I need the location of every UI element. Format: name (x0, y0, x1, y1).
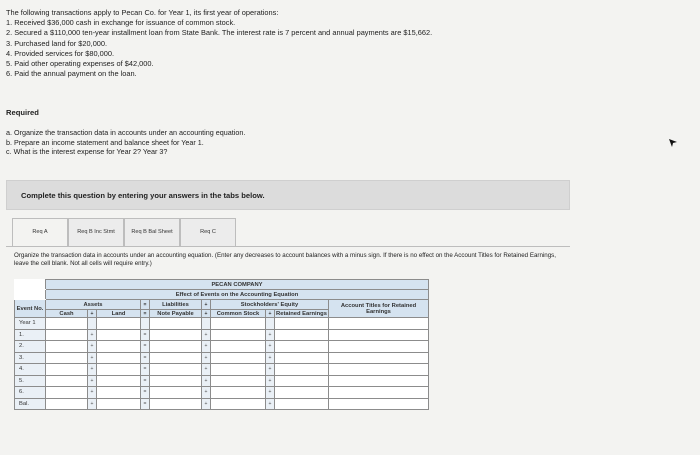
retained-earnings-input[interactable] (275, 375, 329, 387)
tab-divider (6, 246, 570, 247)
note-payable-header: Note Payable (150, 310, 202, 318)
transaction-item: 2. Secured a $110,000 ten-year installment loan from State Bank. The interest rate is 7 percent and annual payments are $15,662. (6, 28, 433, 38)
account-title-input[interactable] (329, 387, 429, 399)
cash-input[interactable] (46, 341, 88, 353)
note-payable-input[interactable] (150, 364, 202, 376)
task-list (6, 128, 245, 157)
row-label: 2. (15, 341, 46, 353)
tab-req-a[interactable]: Req A (12, 218, 68, 246)
common-stock-input[interactable] (211, 375, 266, 387)
task-item: c. What is the interest expense for Year 2? Year 3? (6, 147, 168, 157)
table-row: 6. + = + + (15, 387, 429, 399)
table-subtitle: Effect of Events on the Accounting Equation (46, 290, 429, 300)
account-titles-header: Account Titles for Retained Earnings (329, 300, 429, 318)
assets-header: Assets (46, 300, 141, 310)
retained-earnings-input[interactable] (275, 329, 329, 341)
common-stock-header: Common Stock (211, 310, 266, 318)
land-input[interactable] (97, 364, 141, 376)
table-row: 2. + = + + (15, 341, 429, 353)
transaction-item: 4. Provided services for $80,000. (6, 48, 115, 58)
note-payable-input[interactable] (150, 375, 202, 387)
equity-header: Stockholders' Equity (211, 300, 329, 310)
land-input[interactable] (97, 329, 141, 341)
retained-earnings-input[interactable] (275, 398, 329, 410)
cash-input[interactable] (46, 364, 88, 376)
table-row: 4. + = + + (15, 364, 429, 376)
common-stock-input[interactable] (211, 364, 266, 376)
row-label: 5. (15, 375, 46, 387)
land-input[interactable] (97, 375, 141, 387)
common-stock-input[interactable] (211, 341, 266, 353)
note-payable-input[interactable] (150, 341, 202, 353)
cash-input[interactable] (46, 387, 88, 399)
task-item: b. Prepare an income statement and balance sheet for Year 1. (6, 137, 204, 147)
mouse-cursor-icon (668, 138, 678, 148)
tab-req-b-inc-stmt[interactable]: Req B Inc Stmt (68, 218, 124, 246)
common-stock-input[interactable] (211, 352, 266, 364)
common-stock-input[interactable] (211, 387, 266, 399)
retained-earnings-header: Retained Earnings (276, 310, 327, 317)
retained-earnings-input[interactable] (275, 364, 329, 376)
land-input[interactable] (97, 387, 141, 399)
account-title-input[interactable] (329, 329, 429, 341)
company-name: PECAN COMPANY (46, 280, 429, 290)
cash-header: Cash (46, 310, 88, 318)
row-label: 3. (15, 352, 46, 364)
cash-input[interactable] (46, 398, 88, 410)
cash-input[interactable] (46, 329, 88, 341)
event-no-header: Event No. (15, 300, 46, 318)
row-label: 6. (15, 387, 46, 399)
required-heading: Required (6, 108, 39, 117)
land-input[interactable] (97, 352, 141, 364)
transaction-item: 5. Paid other operating expenses of $42,000. (6, 59, 154, 69)
transaction-item: 6. Paid the annual payment on the loan. (6, 69, 137, 79)
retained-earnings-input[interactable] (275, 387, 329, 399)
note-payable-input[interactable] (150, 387, 202, 399)
cash-input[interactable] (46, 352, 88, 364)
transaction-item: 3. Purchased land for $20,000. (6, 38, 108, 48)
liabilities-header: Liabilities (150, 300, 202, 310)
accounting-equation-table: PECAN COMPANY Effect of Events on the Accounting Equation Event No. Assets = Liabilities + Stockholders' Equity Account Titles for Retained Earnings Cash + Land = Note Payable + Common Stock + Retained Earnings Year 1 1. + = + + 2. + = + + 3. + = + + 4. + = + + 5. + = + + 6. + = + + Bal. + = + + (14, 279, 429, 410)
account-title-input[interactable] (329, 398, 429, 410)
table-row: Bal. + = + + (15, 398, 429, 410)
table-row (15, 318, 429, 330)
retained-earnings-input[interactable] (275, 352, 329, 364)
account-title-input[interactable] (329, 364, 429, 376)
instruction-banner: Complete this question by entering your answers in the tabs below. (6, 180, 570, 210)
row-label: Year 1 (15, 318, 46, 330)
common-stock-input[interactable] (211, 398, 266, 410)
account-title-input[interactable] (329, 375, 429, 387)
table-row: 3. + = + + (15, 352, 429, 364)
tab-req-b-bal-sheet[interactable]: Req B Bal Sheet (124, 218, 180, 246)
note-payable-input[interactable] (150, 329, 202, 341)
account-title-input[interactable] (329, 341, 429, 353)
problem-intro (6, 8, 432, 79)
transaction-item: 1. Received $36,000 cash in exchange for issuance of common stock. (6, 18, 236, 28)
land-header: Land (97, 310, 141, 318)
land-input[interactable] (97, 341, 141, 353)
row-label: 4. (15, 364, 46, 376)
table-row: 5. + = + + (15, 375, 429, 387)
table-row: 1. + = + + (15, 329, 429, 341)
note-payable-input[interactable] (150, 398, 202, 410)
row-label: Bal. (15, 398, 46, 410)
cash-input[interactable] (46, 375, 88, 387)
retained-earnings-input[interactable] (275, 341, 329, 353)
intro-lead: The following transactions apply to Pecan Co. for Year 1, its first year of operations: (6, 8, 279, 17)
tab-req-c[interactable]: Req C (180, 218, 236, 246)
tab-bar (12, 218, 236, 246)
row-label: 1. (15, 329, 46, 341)
tab-instructions: Organize the transaction data in accounts under an accounting equation. (Enter any decreases to account balances with a minus sign. If there is no effect on the Account Titles for Retained Earnings, leave the cell blank. Not all cells will require entry.) (14, 252, 556, 268)
land-input[interactable] (97, 398, 141, 410)
common-stock-input[interactable] (211, 329, 266, 341)
account-title-input[interactable] (329, 352, 429, 364)
note-payable-input[interactable] (150, 352, 202, 364)
task-item: a. Organize the transaction data in accounts under an accounting equation. (6, 128, 246, 137)
